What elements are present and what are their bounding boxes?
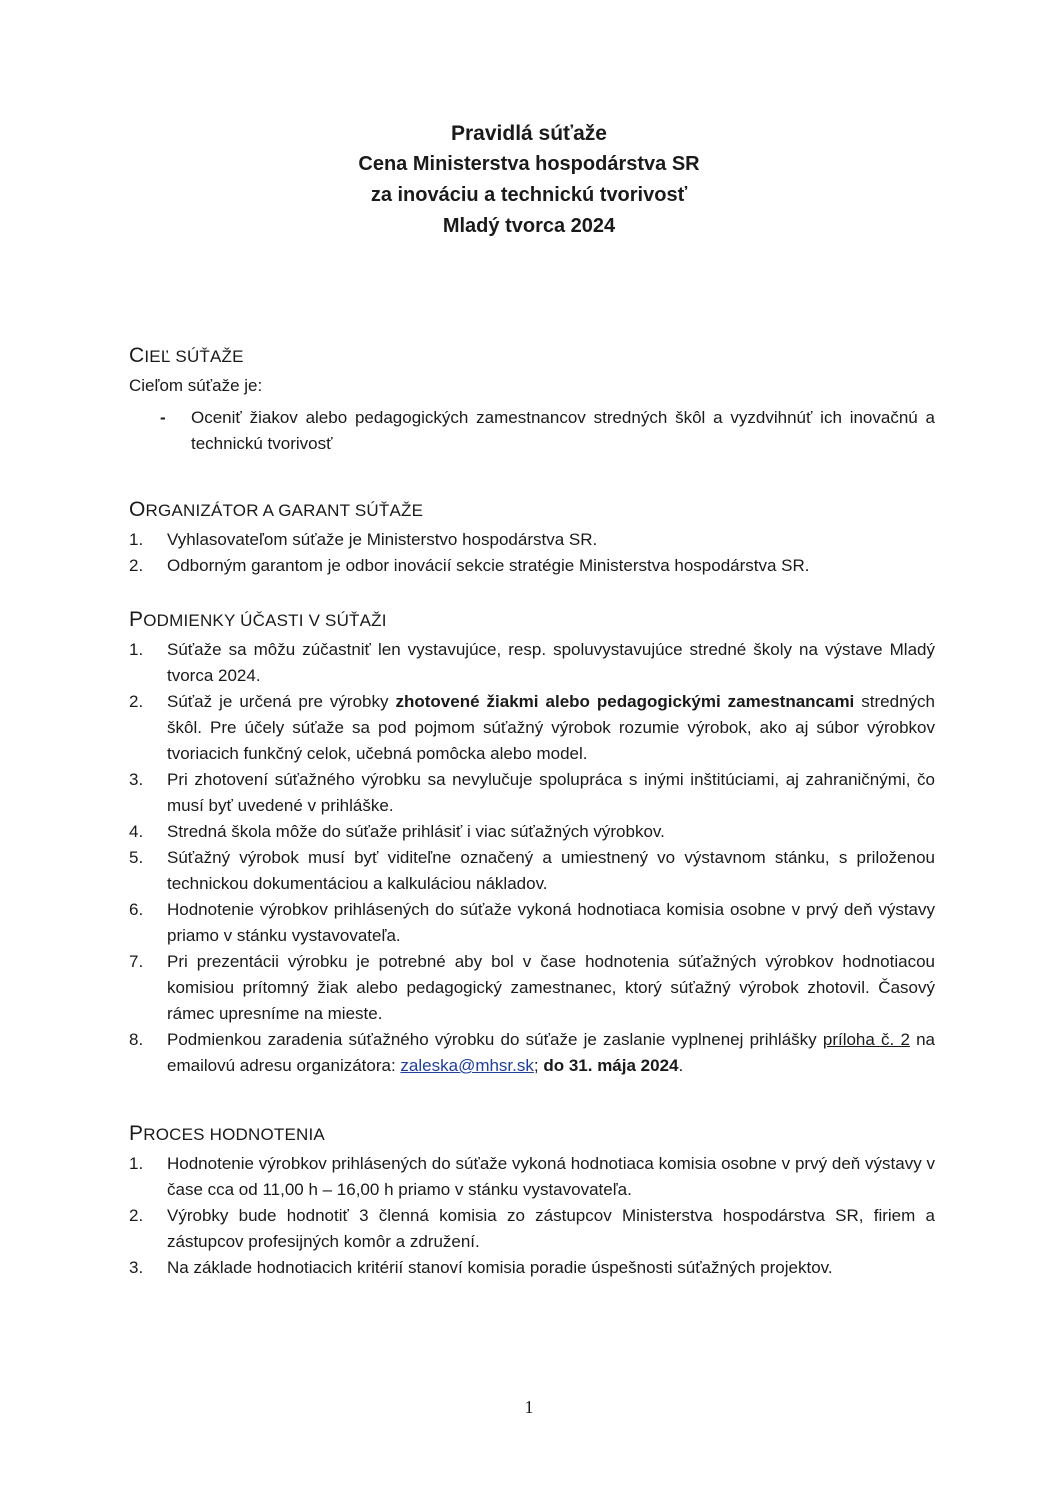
list-item: 1. Súťaže sa môžu zúčastniť len vystavujúce, resp. spoluvystavujúce stredné školy na výstave Mladý tvorca 2024. xyxy=(129,640,935,685)
list-item: 8. Podmienkou zaradenia súťažného výrobku do súťaže je zaslanie vyplnenej prihlášky príloha č. 2 na emailovú adresu organizátora: zaleska@mhsr.sk; do 31. mája 2024. xyxy=(129,1030,936,1075)
page-number: 1 xyxy=(524,1397,534,1417)
section-heading: ORGANIZÁTOR A GARANT SÚŤAŽE xyxy=(129,498,424,521)
section-organizer xyxy=(129,496,935,579)
section-heading: PODMIENKY ÚČASTI V SÚŤAŽI xyxy=(129,608,387,631)
list-item: 6. Hodnotenie výrobkov prihlásených do súťaže vykoná hodnotiaca komisia osobne v prvý deň výstavy priamo v stánku vystavovateľa. xyxy=(129,900,935,945)
list-item: 7. Pri prezentácii výrobku je potrebné aby bol v čase hodnotenia súťažných výrobkov hodnotiacou komisiou prítomný žiak alebo pedagogický zamestnanec, ktorý súťažný výrobok zhotovil. Časový rámec upresníme na mieste. xyxy=(129,952,935,1023)
goal-intro: Cieľom súťaže je: xyxy=(129,376,263,395)
list-item: 1. Vyhlasovateľom súťaže je Ministerstvo hospodárstva SR. xyxy=(129,530,598,549)
list-item: 2. Súťaž je určená pre výrobky zhotovené žiakmi alebo pedagogickými zamestnancami stredných škôl. Pre účely súťaže sa pod pojmom súťažný výrobok rozumie výrobok, ako aj súbor výrobkov tvoriacich funkčný celok, učebná pomôcka alebo model. xyxy=(129,692,935,763)
document-title xyxy=(0,118,1058,242)
title-line-1: Pravidlá súťaže xyxy=(451,122,607,145)
list-item: 3. Na základe hodnotiacich kritérií stanoví komisia poradie úspešnosti súťažných projektov. xyxy=(129,1258,833,1277)
title-line-4: Mladý tvorca 2024 xyxy=(442,215,616,237)
list-item: - Oceniť žiakov alebo pedagogických zamestnancov stredných škôl a vyzdvihnúť ich inovačnú a technickú tvorivosť xyxy=(129,405,935,457)
section-conditions xyxy=(129,606,935,1079)
list-item: 1. Hodnotenie výrobkov prihlásených do súťaže vykoná hodnotiaca komisia osobne v prvý deň výstavy v čase cca od 11,00 h – 16,00 h priamo v stánku vystavovateľa. xyxy=(129,1154,935,1199)
title-line-2: Cena Ministerstva hospodárstva SR xyxy=(358,153,700,175)
goal-list xyxy=(129,405,935,457)
deadline: do 31. mája 2024 xyxy=(543,1056,679,1075)
section-goal xyxy=(129,342,935,457)
title-line-3: za inováciu a technickú tvorivosť xyxy=(370,184,688,206)
attachment-reference: príloha č. 2 xyxy=(822,1030,910,1049)
organizer-email-link[interactable]: zaleska@mhsr.sk xyxy=(400,1056,534,1075)
process-list xyxy=(129,1151,935,1281)
list-item: 2. Odborným garantom je odbor inovácií sekcie stratégie Ministerstva hospodárstva SR. xyxy=(129,556,810,575)
organizer-list xyxy=(129,527,935,579)
list-item: 2. Výrobky bude hodnotiť 3 členná komisia zo zástupcov Ministerstva hospodárstva SR, firiem a zástupcov profesijných komôr a združení. xyxy=(129,1206,935,1251)
conditions-list xyxy=(129,637,935,1079)
section-heading: PROCES HODNOTENIA xyxy=(129,1122,325,1145)
section-process xyxy=(129,1120,935,1281)
list-item: 4. Stredná škola môže do súťaže prihlásiť i viac súťažných výrobkov. xyxy=(129,822,665,841)
list-item: 3. Pri zhotovení súťažného výrobku sa nevylučuje spolupráca s inými inštitúciami, aj zahraničnými, čo musí byť uvedené v prihláške. xyxy=(129,770,935,815)
list-item: 5. Súťažný výrobok musí byť viditeľne označený a umiestnený vo výstavnom stánku, s priloženou technickou dokumentáciou a kalkuláciou nákladov. xyxy=(129,848,935,893)
section-heading: CIEĽ SÚŤAŽE xyxy=(129,344,244,367)
